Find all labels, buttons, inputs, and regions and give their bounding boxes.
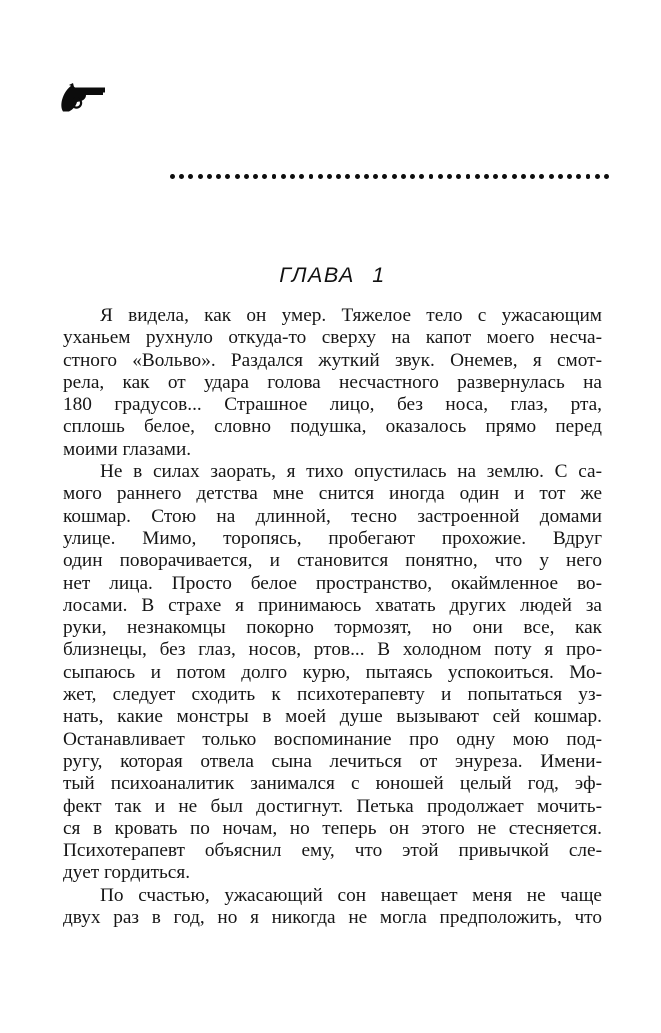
text-line: дует гордиться. [63, 862, 191, 884]
dot [364, 174, 369, 179]
dot [466, 174, 471, 179]
dot [272, 174, 277, 179]
text-line: стного «Вольво». Раздался жуткий звук. Онемев, я смот- [63, 349, 602, 371]
dot [567, 174, 572, 179]
text-line: сплошь белое, словно подушка, оказалось прямо перед [63, 416, 602, 438]
dot [373, 174, 378, 179]
dot [429, 174, 434, 179]
text-line: лосами. В страхе я принимаюсь хватать других людей за [63, 594, 602, 616]
dot [447, 174, 452, 179]
text-line: уханьем рухнуло откуда-то сверху на капот моего несча- [63, 327, 602, 349]
text-line: нать, какие монстры в моей душе вызывают сей кошмар. [63, 706, 602, 728]
dot [549, 174, 554, 179]
text-line: 180 градусов... Страшное лицо, без носа, глаз, рта, [63, 394, 602, 416]
paragraph [63, 885, 602, 930]
dot [392, 174, 397, 179]
dot [336, 174, 341, 179]
dot [207, 174, 212, 179]
text-line: ругу, которая отвела сына лечиться от энуреза. Имени- [63, 750, 602, 772]
text-line: фект так и не был достигнут. Петька продолжает мочить- [63, 795, 602, 817]
body-text [63, 305, 602, 929]
text-line: рела, как от удара голова несчастного развернулась на [63, 371, 602, 393]
dot [521, 174, 526, 179]
text-line: кошмар. Стою на длинной, тесно застроенной домами [63, 505, 602, 527]
dot [309, 174, 314, 179]
paragraph [63, 461, 602, 885]
dot [576, 174, 581, 179]
chapter-title: ГЛАВА 1 [279, 263, 386, 287]
dot [225, 174, 230, 179]
text-line: моими глазами. [63, 438, 192, 460]
text-line: Я видела, как он умер. Тяжелое тело с ужасающим [100, 305, 602, 326]
dot [539, 174, 544, 179]
dot [216, 174, 221, 179]
text-line: тый психоаналитик занимался с юношей целый год, эф- [63, 773, 602, 795]
dot [475, 174, 480, 179]
text-line: руки, незнакомцы покорно тормозят, но они все, как [63, 617, 602, 639]
dot [299, 174, 304, 179]
dot [419, 174, 424, 179]
header-dotted-line [170, 174, 609, 179]
dot [253, 174, 258, 179]
text-line: ся в кровать по ночам, но теперь он этого не стесняется. [63, 817, 602, 839]
dot [502, 174, 507, 179]
dot [438, 174, 443, 179]
text-line: улице. Мимо, торопясь, пробегают прохожие. Вдруг [63, 527, 602, 549]
dot [244, 174, 249, 179]
revolver-icon [57, 83, 109, 113]
text-line: один поворачивается, и становится понятно, что у него [63, 550, 602, 572]
text-line: мого раннего детства мне снится иногда один и тот же [63, 483, 602, 505]
dot [345, 174, 350, 179]
dot [262, 174, 267, 179]
dot [318, 174, 323, 179]
dot [558, 174, 563, 179]
text-line: По счастью, ужасающий сон навещает меня не чаще [100, 884, 602, 906]
dot [530, 174, 535, 179]
text-line: нет лица. Просто белое пространство, окаймленное во- [63, 572, 602, 594]
dot [586, 174, 591, 179]
paragraph [63, 305, 602, 461]
text-line: Психотерапевт объяснил ему, что этой привычкой сле- [63, 840, 602, 862]
text-line: жет, следует сходить к психотерапевту и попытаться уз- [63, 684, 602, 706]
text-line: Не в силах заорать, я тихо опустилась на землю. С са- [100, 461, 602, 483]
dot [179, 174, 184, 179]
text-line: двух раз в год, но я никогда не могла предположить, что [63, 907, 602, 929]
dot [512, 174, 517, 179]
dot [484, 174, 489, 179]
text-line: сыпаюсь и потом долго курю, пытаясь успокоиться. Мо- [63, 661, 602, 683]
dot [355, 174, 360, 179]
dot [235, 174, 240, 179]
dot [493, 174, 498, 179]
dot [604, 174, 609, 179]
dot [188, 174, 193, 179]
text-line: Останавливает только воспоминание про одну мою под- [63, 728, 602, 750]
dot [595, 174, 600, 179]
text-line: близнецы, без глаз, носов, ртов... В холодном поту я про- [63, 639, 602, 661]
dot [401, 174, 406, 179]
dot [327, 174, 332, 179]
dot [170, 174, 175, 179]
dot [290, 174, 295, 179]
dot [281, 174, 286, 179]
dot [382, 174, 387, 179]
dot [456, 174, 461, 179]
dot [410, 174, 415, 179]
dot [198, 174, 203, 179]
